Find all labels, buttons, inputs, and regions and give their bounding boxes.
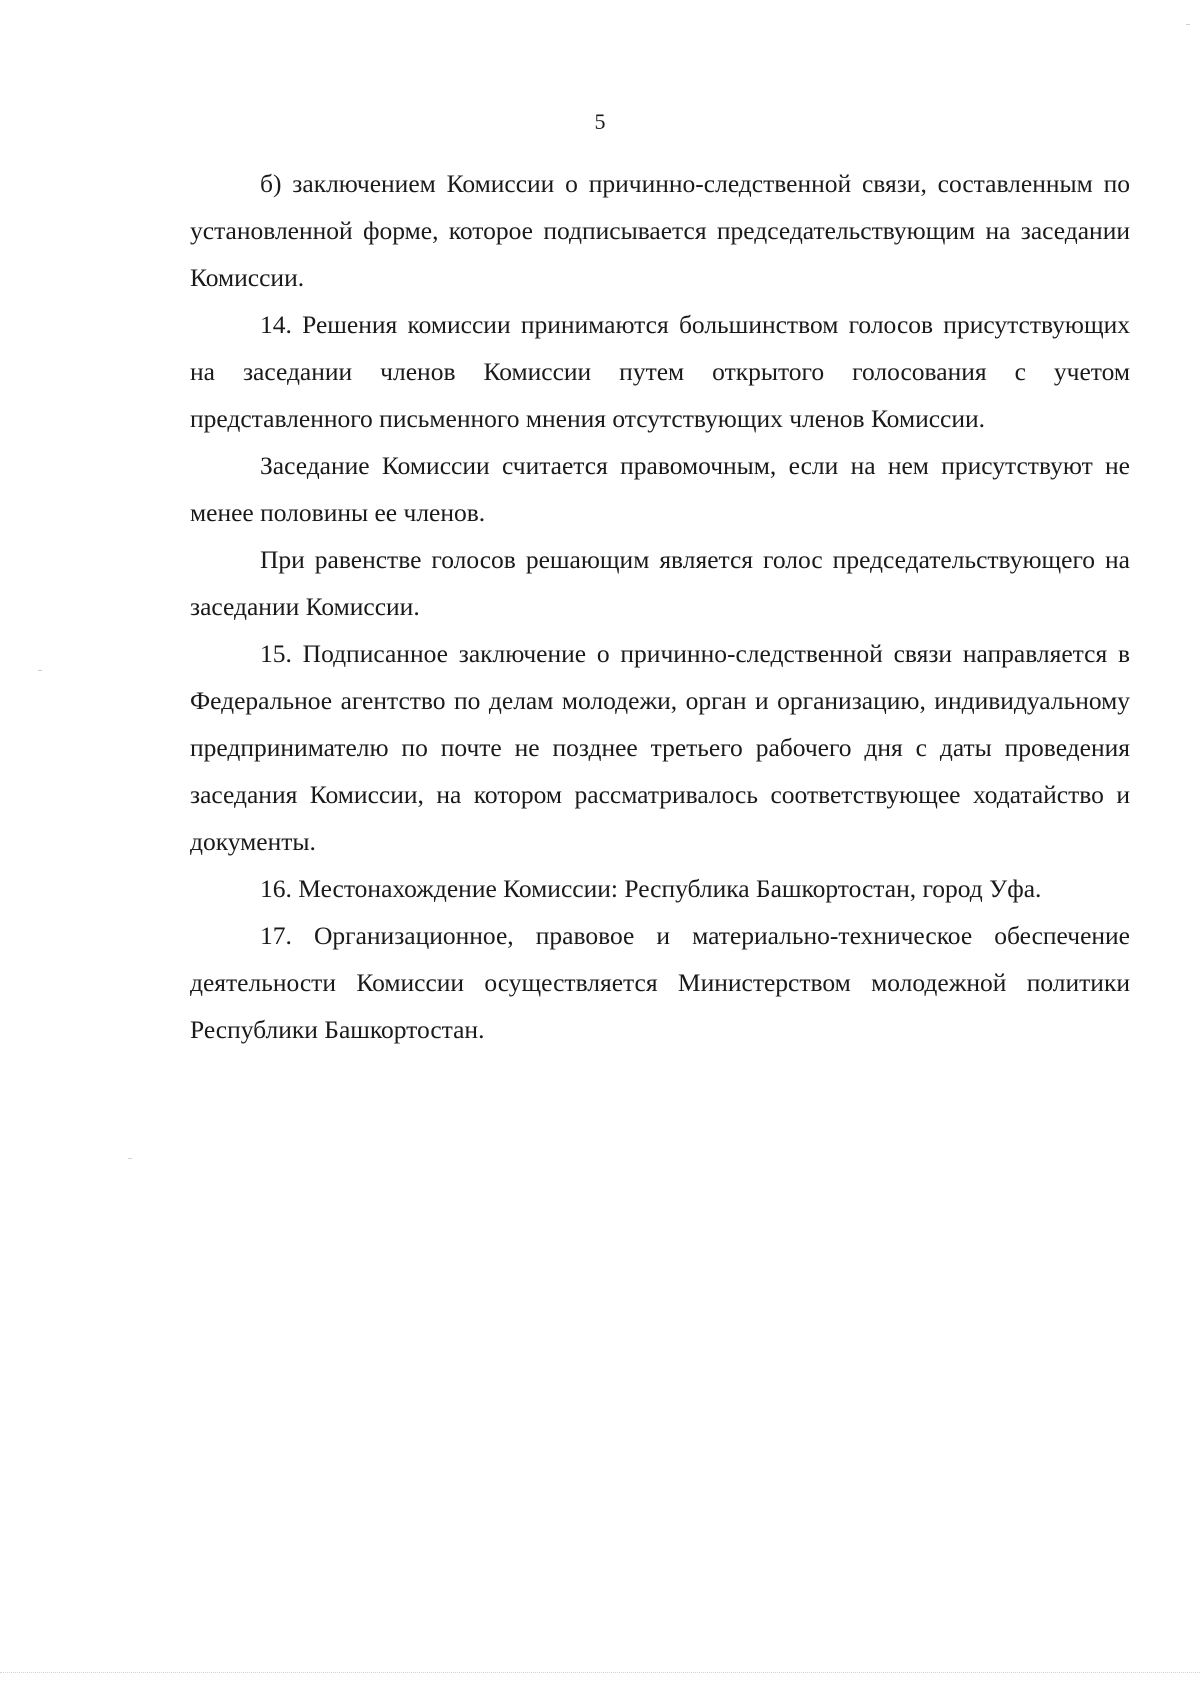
paragraph-15-signed-conclusion: 15. Подписанное заключение о причинно-следственной связи направляется в Федеральное агентство по делам молодежи, орган и организацию, индивидуальному предпринимателю по почте не позднее третьего рабочего дня с даты проведения заседания Комиссии, на котором рассматривалось соответствующее ходатайство и документы. [190, 639, 1130, 856]
scan-speck [38, 670, 42, 671]
page-number: 5 [594, 109, 606, 134]
paragraph-17-support: 17. Организационное, правовое и материально-техническое обеспечение деятельности Комиссии осуществляется Министерством молодежной политики Республики Башкортостан. [190, 921, 1130, 1044]
paragraph-tie-vote: При равенстве голосов решающим является голос председательствующего на заседании Комиссии. [190, 545, 1130, 621]
paragraph-quorum: Заседание Комиссии считается правомочным, если на нем присутствуют не менее половины ее членов. [190, 451, 1130, 527]
scan-speck [1186, 24, 1190, 25]
paragraph-16-location: 16. Местонахождение Комиссии: Республика Башкортостан, город Уфа. [260, 874, 1042, 903]
scan-speck [128, 1158, 132, 1159]
scan-bottom-edge [0, 1672, 1200, 1673]
paragraph-14-decisions: 14. Решения комиссии принимаются большинством голосов присутствующих на заседании членов Комиссии путем открытого голосования с учетом представленного письменного мнения отсутствующих членов Комиссии. [190, 310, 1130, 433]
document-body [190, 160, 1130, 1053]
paragraph-b-conclusion: б) заключением Комиссии о причинно-следственной связи, составленным по установленной форме, которое подписывается председательствующим на заседании Комиссии. [190, 169, 1130, 292]
